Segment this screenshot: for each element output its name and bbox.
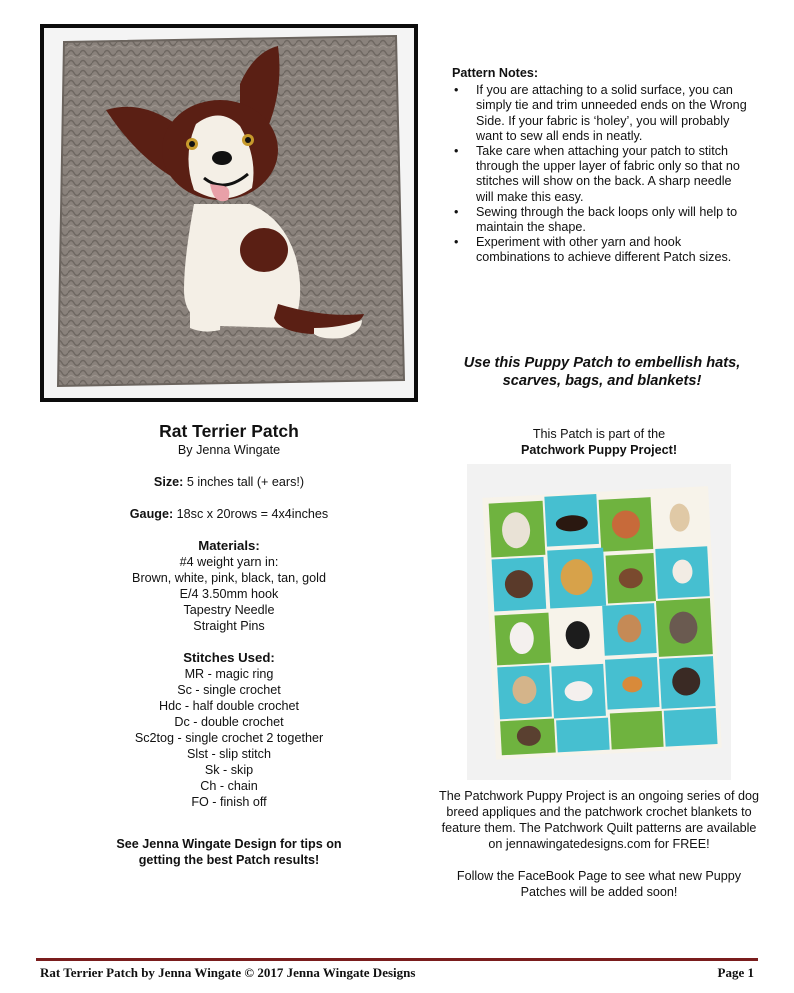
stitch-item: MR - magic ring	[184, 667, 274, 681]
rat-terrier-patch-illustration	[44, 28, 414, 398]
project-name: Patchwork Puppy Project!	[520, 443, 678, 457]
pattern-note-item: • Experiment with other yarn and hook combinations to achieve different Patch sizes.	[452, 235, 752, 265]
promo-text: Use this Puppy Patch to embellish hats, scarves, bags, and blankets!	[463, 355, 741, 389]
stitch-item: Ch - chain	[200, 779, 258, 793]
materials-item: Straight Pins	[193, 619, 265, 633]
size-label: Size:	[153, 475, 184, 489]
pattern-notes-title: Pattern Notes:	[452, 66, 539, 80]
gauge-value: 18sc x 20rows = 4x4inches	[173, 507, 329, 521]
gauge-label: Gauge:	[129, 507, 174, 521]
pattern-notes-list	[452, 83, 752, 265]
patch-gauge	[94, 506, 364, 522]
patch-title: Rat Terrier Patch	[159, 421, 299, 441]
stitch-item: Slst - slip stitch	[187, 747, 271, 761]
stitch-item: Sc2tog - single crochet 2 together	[134, 731, 324, 745]
tips-text: See Jenna Wingate Design for tips on getting the best Patch results!	[116, 837, 342, 867]
project-info	[438, 426, 760, 900]
materials-item: Tapestry Needle	[183, 603, 275, 617]
materials-item: #4 weight yarn in:	[179, 555, 279, 569]
project-description: The Patchwork Puppy Project is an ongoing series of dog breed appliques and the patchwork crochet blankets to feature them. The Patchwork Quilt patterns are available on jennawingatedesigns.com for FREE!	[439, 789, 759, 851]
patch-info	[94, 420, 364, 868]
pattern-notes	[452, 66, 752, 266]
size-value: 5 inches tall (+ ears!)	[183, 475, 305, 489]
materials-item: Brown, white, pink, black, tan, gold	[132, 571, 326, 585]
stitch-item: Sk - skip	[204, 763, 254, 777]
project-follow: Follow the FaceBook Page to see what new Puppy Patches will be added soon!	[456, 869, 742, 899]
pattern-note-item: • Take care when attaching your patch to stitch through the upper layer of fabric only so that no stitches will show on the back. A sharp needle will make this easy.	[452, 144, 752, 205]
patchwork-quilt-illustration	[467, 464, 731, 780]
project-intro: This Patch is part of the	[532, 427, 666, 441]
pattern-note-item: • Sewing through the back loops only will help to maintain the shape.	[452, 205, 752, 235]
footer-credit: Rat Terrier Patch by Jenna Wingate © 2017 Jenna Wingate Designs	[40, 965, 416, 980]
stitch-item: FO - finish off	[191, 795, 267, 809]
stitch-item: Dc - double crochet	[174, 715, 284, 729]
materials-item: E/4 3.50mm hook	[179, 587, 279, 601]
patchwork-quilt-photo	[467, 464, 731, 780]
materials-title: Materials:	[198, 538, 260, 553]
rat-terrier-patch-photo	[40, 24, 418, 402]
stitches-title: Stitches Used:	[183, 650, 275, 665]
patch-author: By Jenna Wingate	[177, 443, 281, 457]
page-number: Page 1	[717, 965, 754, 980]
patch-size	[94, 474, 364, 490]
stitch-item: Hdc - half double crochet	[158, 699, 299, 713]
footer-rule	[36, 958, 758, 961]
stitch-item: Sc - single crochet	[177, 683, 281, 697]
pattern-note-item: • If you are attaching to a solid surface, you can simply tie and trim unneeded ends on the Wrong Side. If your fabric is ‘holey’, you will probably want to sew all ends in neatly.	[452, 83, 752, 144]
